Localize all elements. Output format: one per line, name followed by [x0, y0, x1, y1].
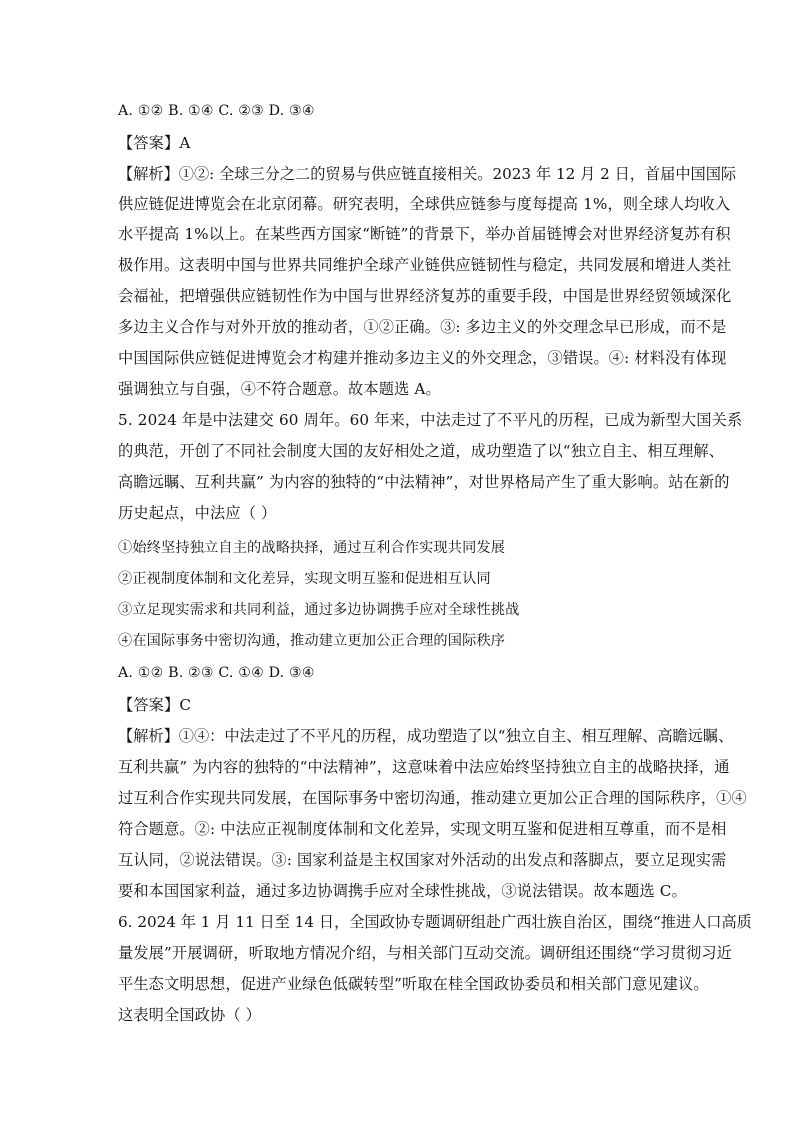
q4-analysis-line: 多边主义合作与对外开放的推动者，①②正确。③: 多边主义的外交理念早已形成，而不是: [118, 318, 727, 336]
q5-choice-item: ②正视制度体制和文化差异，实现文明互鉴和促进相互认同: [118, 571, 491, 587]
q5-options: A. ①② B. ②③ C. ①④ D. ③④: [118, 665, 315, 681]
q4-analysis-line: 供应链促进博览会在北京闭幕。研究表明，全球供应链参与度每提高 1%，则全球人均收入: [118, 195, 731, 213]
q5-analysis-line: 【解析】①④：中法走过了不平凡的历程，成功塑造了以“独立自主、相互理解、高瞻远瞩、: [118, 727, 734, 745]
q4-analysis-line: 【解析】①②: 全球三分之二的贸易与供应链直接相关。2023 年 12 月 2 日，首届中国国际: [118, 165, 737, 183]
q5-stem-line: 5. 2024 年是中法建交 60 周年。60 年来，中法走过了不平凡的历程，已成为新型大国关系: [118, 411, 743, 429]
q5-analysis-line: 要和本国国家利益，通过多边协调携手应对全球性挑战，③说法错误。故本题选 C。: [118, 882, 687, 900]
q5-analysis-line: 互认同，②说法错误。③: 国家利益是主权国家对外活动的出发点和落脚点，要立足现实需: [118, 851, 727, 869]
q5-stem-line: 的典范，开创了不同社会制度大国的友好相处之道，成功塑造了以“独立自主、相互理解、: [118, 442, 725, 460]
q4-analysis-line: 极作用。这表明中国与世界共同维护全球产业链供应链韧性与稳定，共同发展和增进人类社: [118, 256, 732, 274]
q4-analysis-line: 水平提高 1%以上。在某些西方国家“断链”的背景下，举办首届链博会对世界经济复苏有积: [118, 225, 731, 243]
q4-options: A. ①② B. ①④ C. ②③ D. ③④: [118, 103, 315, 119]
q5-stem-line: 历史起点，中法应（ ）: [118, 504, 277, 522]
q6-stem-line: 量发展”开展调研，听取地方情况介绍，与相关部门互动交流。调研组还围绕“学习贯彻习近: [118, 944, 732, 962]
q5-analysis-line: 符合题意。②: 中法应正视制度体制和文化差异，实现文明互鉴和促进相互尊重，而不是相: [118, 820, 727, 838]
q5-analysis-line: 互利共赢” 为内容的独特的“中法精神”，这意味着中法应始终坚持独立自主的战略抉择，通: [118, 758, 730, 776]
q5-choice-item: ①始终坚持独立自主的战略抉择，通过互利合作实现共同发展: [118, 540, 506, 556]
q4-analysis-line: 强调独立与自强，④不符合题意。故本题选 A。: [118, 380, 441, 398]
q4-analysis-line: 会福祉，把增强供应链韧性作为中国与世界经济复苏的重要手段，中国是世界经贸领域深化: [118, 287, 732, 305]
q5-analysis-line: 过互利合作实现共同发展，在国际事务中密切沟通，推动建立更加公正合理的国际秩序，①④: [118, 789, 747, 807]
q4-answer: 【答案】A: [118, 134, 191, 152]
q4-analysis-line: 中国国际供应链促进博览会才构建并推动多边主义的外交理念，③错误。④: 材料没有体现: [118, 349, 727, 367]
q6-stem-line: 6. 2024 年 1 月 11 日至 14 日，全国政协专题调研组赴广西壮族自治区，围绕“推进人口高质: [118, 913, 752, 931]
q5-stem-line: 高瞻远瞩、互利共赢” 为内容的独特的“中法精神”，对世界格局产生了重大影响。站在新的: [118, 473, 730, 491]
q5-answer: 【答案】C: [118, 696, 192, 714]
q6-stem-line: 平生态文明思想，促进产业绿色低碳转型”听取在桂全国政协委员和相关部门意见建议。: [118, 975, 709, 993]
q6-stem-line: 这表明全国政协（ ）: [118, 1006, 262, 1024]
q5-choice-item: ③立足现实需求和共同利益，通过多边协调携手应对全球性挑战: [118, 602, 520, 618]
q5-choice-item: ④在国际事务中密切沟通，推动建立更加公正合理的国际秩序: [118, 633, 506, 649]
